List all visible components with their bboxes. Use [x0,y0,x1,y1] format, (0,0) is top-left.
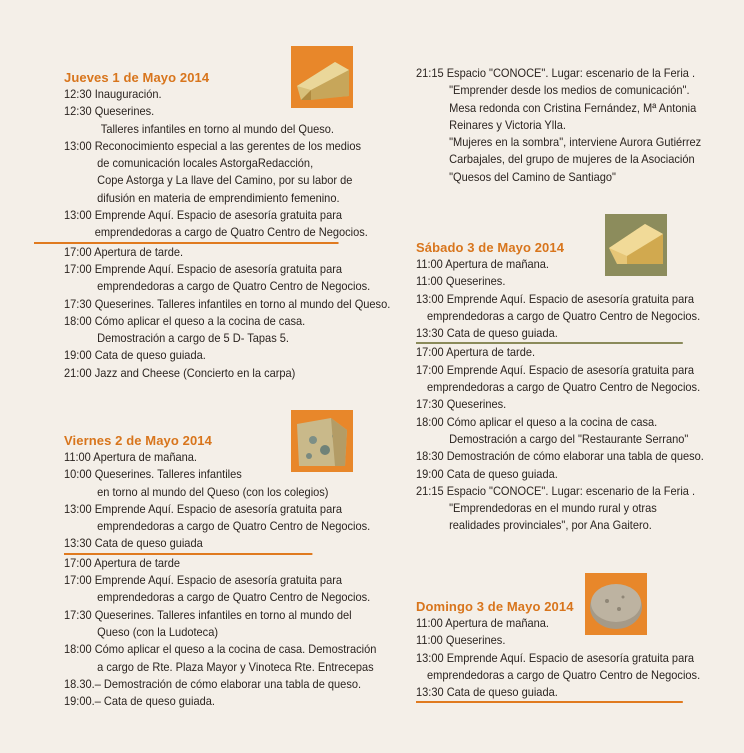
schedule-line: 17:30 Queserines. [416,397,507,412]
schedule-line: 11:00 Apertura de mañana. [64,450,197,464]
schedule-line: 19:00 Cata de queso guiada. [416,466,558,481]
schedule-line: "Emprender desde los medios de comunicación". [449,83,690,98]
schedule-line: "Emprendedoras en el mundo rural y otras [449,501,657,516]
day-title: Sábado 3 de Mayo 2014 [416,240,565,255]
schedule-line: emprendedoras a cargo de Quatro Centro de Negocios. [427,667,701,682]
schedule-line: de comunicación locales AstorgaRedacción, [97,156,314,171]
schedule-line: 17:30 Queserines. Talleres infantiles en torno al mundo del [64,607,352,622]
schedule-line: 18:00 Cómo aplicar el queso a la cocina de casa. Demostración [64,642,377,657]
schedule-line: 13:30 Cata de queso guiada. [416,325,683,344]
schedule-line: Demostración a cargo de 5 D- Tapas 5. [97,331,289,346]
schedule-line: Demostración a cargo del "Restaurante Serrano" [449,431,689,446]
schedule-line: emprendedoras a cargo de Quatro Centro de Negocios. [97,519,371,534]
schedule-line: "Mujeres en la sombra", interviene Aurora Gutiérrez [449,135,702,150]
schedule-line: Mesa redonda con Cristina Fernández, Mª Antonia [449,100,697,115]
schedule-line: Talleres infantiles en torno al mundo del Queso. [100,121,335,136]
schedule-line: 17:00 Apertura de tarde. [64,244,184,259]
schedule-line: emprendedoras a cargo de Quatro Centro de Negocios. [97,590,371,605]
schedule-line: 21:15 Espacio "CONOCE". Lugar: escenario de la Feria . [416,66,696,80]
schedule-line: 19:00 Cata de queso guiada. [64,348,206,363]
schedule-line: realidades provinciales", por Ana Gaitero. [449,518,652,533]
schedule-line: 17:00 Emprende Aquí. Espacio de asesoría gratuita para [416,362,695,377]
schedule-line: 11:00 Queserines. [416,274,506,289]
schedule-line: emprendedoras a cargo de Quatro Centro de Negocios. [427,308,701,323]
schedule-line: 17:00 Apertura de tarde [64,555,181,570]
schedule-line: 12:30 Queserines. [64,104,155,119]
day-domingo [416,599,736,703]
schedule-line: 10:00 Queserines. Talleres infantiles [64,467,242,482]
day-jueves [64,70,391,382]
day-sabado [416,240,736,535]
schedule-line: 13:00 Reconocimiento especial a las gerentes de los medios [64,138,362,153]
schedule-line: 19:00.– Cata de queso guiada. [64,694,216,709]
schedule-line: emprendedoras a cargo de Quatro Centro de Negocios. [34,224,339,243]
schedule-line: Reinares y Victoria Ylla. [449,117,566,132]
schedule-line: 13:00 Emprende Aquí. Espacio de asesoría gratuita para [416,291,695,306]
schedule-line: "Quesos del Camino de Santiago" [449,169,616,184]
day-viernes [64,433,377,710]
schedule-line: 11:00 Apertura de mañana. [416,616,549,630]
schedule-line: emprendedoras a cargo de Quatro Centro de Negocios. [427,380,701,395]
schedule-line: 11:00 Queserines. [416,633,506,648]
schedule-line: 17:00 Emprende Aquí. Espacio de asesoría gratuita para [64,261,343,276]
schedule-line: 21:15 Espacio "CONOCE". Lugar: escenario de la Feria . [416,483,696,498]
schedule-line: 13:00 Emprende Aquí. Espacio de asesoría gratuita para [416,650,695,665]
schedule-line: 21:00 Jazz and Cheese (Concierto en la carpa) [64,365,296,380]
schedule-line: en torno al mundo del Queso (con los colegios) [97,484,329,499]
schedule-line: 13:30 Cata de queso guiada [64,535,312,554]
day-title: Domingo 3 de Mayo 2014 [416,599,574,614]
schedule-line: 18:00 Cómo aplicar el queso a la cocina de casa. [64,313,306,328]
schedule-line: Cope Astorga y La llave del Camino, por su labor de [97,173,353,188]
day-title: Viernes 2 de Mayo 2014 [64,433,212,448]
schedule-line: Carbajales, del grupo de mujeres de la Asociación [449,152,695,167]
schedule-line: 17:30 Queserines. Talleres infantiles en torno al mundo del Queso. [64,296,391,311]
schedule-line: Queso (con la Ludoteca) [97,624,219,639]
schedule-line: emprendedoras a cargo de Quatro Centro de Negocios. [97,279,371,294]
schedule-line: a cargo de Rte. Plaza Mayor y Vinoteca Rte. Entrecepas [97,659,374,674]
schedule-line: 18.30.– Demostración de cómo elaborar una tabla de queso. [64,676,362,691]
day-title: Jueves 1 de Mayo 2014 [64,70,210,85]
day-jueves-continued [416,65,736,186]
schedule-line: 13:00 Emprende Aquí. Espacio de asesoría gratuita para [64,208,343,223]
schedule-line: 18:30 Demostración de cómo elaborar una tabla de queso. [416,449,704,464]
schedule-line: 17:00 Apertura de tarde. [416,345,536,360]
schedule-line: 11:00 Apertura de mañana. [416,257,549,271]
schedule-line: 18:00 Cómo aplicar el queso a la cocina de casa. [416,414,658,429]
schedule-line: difusión en materia de emprendimiento femenino. [97,190,340,205]
schedule-line: 17:00 Emprende Aquí. Espacio de asesoría gratuita para [64,573,343,588]
schedule-line: 12:30 Inauguración. [64,87,162,101]
schedule-line: 13:30 Cata de queso guiada. [416,684,683,703]
schedule-line: 13:00 Emprende Aquí. Espacio de asesoría gratuita para [64,501,343,516]
